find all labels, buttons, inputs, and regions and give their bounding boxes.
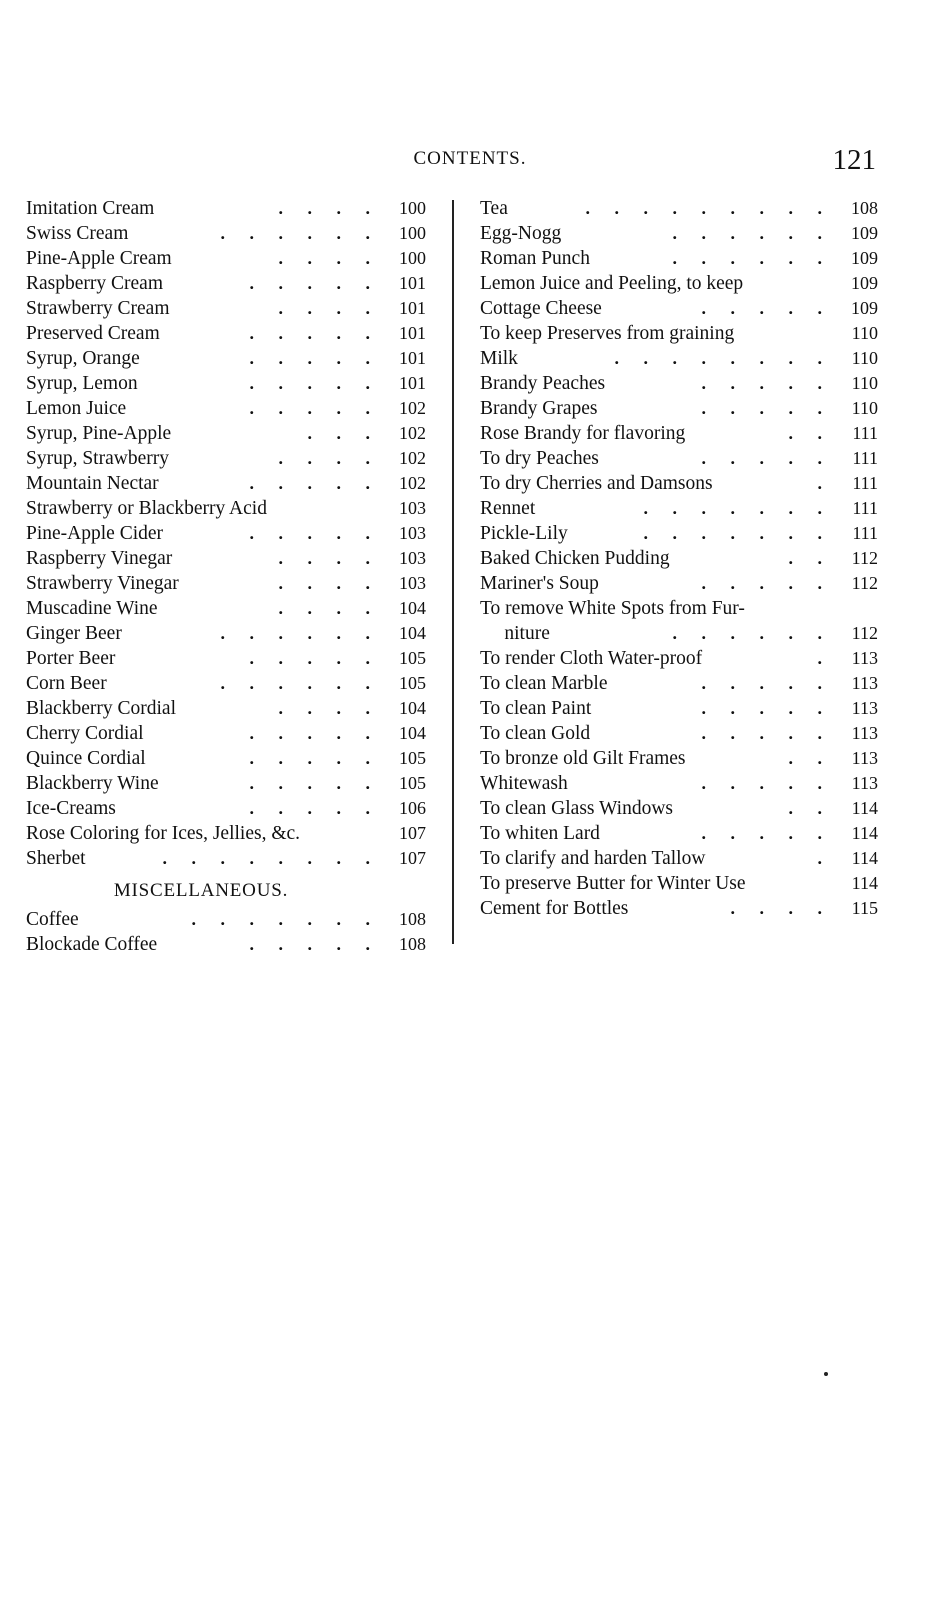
toc-entry [26,571,426,596]
toc-entry-page: 102 [399,473,426,493]
toc-entry [26,671,426,696]
toc-entry-page: 102 [399,448,426,468]
toc-entry-page: 102 [399,398,426,418]
toc-entry-title: Blackberry Cordial [26,698,176,719]
toc-entry [26,596,426,621]
toc-entry-page: 112 [851,623,878,643]
toc-entry-page: 113 [851,648,878,668]
toc-leader-dots: . . . . . [701,723,832,743]
toc-entry [26,346,426,371]
toc-entry-title: Pine-Apple Cider [26,523,164,544]
toc-entry [480,896,878,921]
toc-entry [480,321,878,346]
toc-entry-title: Tea [480,198,508,219]
toc-entry-page: 106 [399,798,426,818]
toc-entry-page: 100 [399,198,426,218]
toc-entry-title: To render Cloth Water-proof [480,648,703,669]
toc-entry-page: 105 [399,673,426,693]
toc-leader-dots: . . . . . [249,273,380,293]
toc-entry [480,371,878,396]
toc-leader-dots: . . . . . [249,748,380,768]
toc-leader-dots: . [817,648,832,668]
toc-entry-title: Ice-Creams [26,798,116,819]
toc-entry-page: 105 [399,773,426,793]
toc-entry [26,821,426,846]
toc-entry-title: Brandy Grapes [480,398,598,419]
toc-entry-page: 108 [851,198,878,218]
toc-entry-title: Mountain Nectar [26,473,159,494]
column-divider [452,200,454,944]
toc-entry [26,471,426,496]
toc-entry [480,821,878,846]
toc-leader-dots: . . . . . [701,398,832,418]
toc-entry [480,471,878,496]
toc-entry [26,396,426,421]
toc-entry [26,932,426,957]
toc-entry [26,546,426,571]
toc-entry [480,496,878,521]
toc-entry-title: Cement for Bottles [480,898,629,919]
toc-leader-dots: . . . . [730,898,832,918]
toc-leader-dots: . . . [307,423,380,443]
toc-entry [26,846,426,871]
toc-entry [26,296,426,321]
contents-left-column [26,196,426,957]
toc-leader-dots: . . . . . . [220,673,380,693]
toc-leader-dots: . . . . . . [672,623,832,643]
toc-entry [480,746,878,771]
toc-leader-dots: . . . . . [249,473,380,493]
toc-entry-title: Blackberry Wine [26,773,159,794]
toc-entry-title: Sherbet [26,848,86,869]
toc-leader-dots: . . . . . [701,698,832,718]
toc-leader-dots: . . [788,548,832,568]
toc-entry-page: 111 [852,473,878,493]
toc-entry-title: To whiten Lard [480,823,600,844]
toc-leader-dots: . . . . . [701,573,832,593]
toc-entry-title: Cottage Cheese [480,298,602,319]
toc-leader-dots: . . . . . [249,523,380,543]
toc-entry [26,246,426,271]
miscellaneous-entry-list [26,907,426,957]
toc-entry [26,221,426,246]
toc-leader-dots: . . [788,423,832,443]
toc-leader-dots: . . . . [278,548,380,568]
toc-leader-dots: . . . . . [249,798,380,818]
toc-entry-page: 111 [852,523,878,543]
toc-entry-page: 101 [399,348,426,368]
toc-entry [26,271,426,296]
toc-leader-dots: . . . . . [249,373,380,393]
toc-entry-title: Lemon Juice [26,398,127,419]
toc-leader-dots: . . . . [278,448,380,468]
toc-leader-dots: . . . . . . [220,223,380,243]
toc-entry-page: 105 [399,748,426,768]
toc-leader-dots: . . . . . . [220,623,380,643]
toc-leader-dots: . . . . . [701,373,832,393]
toc-entry [480,696,878,721]
toc-entry-page: 104 [399,623,426,643]
toc-entry-title: Muscadine Wine [26,598,158,619]
toc-leader-dots: . . . . . . [672,248,832,268]
toc-entry [480,796,878,821]
toc-entry [26,796,426,821]
toc-entry-title: To preserve Butter for Winter Use [480,873,746,894]
toc-entry-title: Pine-Apple Cream [26,248,172,269]
toc-entry-title: To dry Peaches [480,448,599,469]
toc-leader-dots: . [817,848,832,868]
toc-entry-title: Roman Punch [480,248,590,269]
toc-entry-page: 100 [399,248,426,268]
toc-leader-dots: . . . . . [701,823,832,843]
toc-entry-title: To remove White Spots from Fur- [480,598,745,619]
toc-entry-title: Imitation Cream [26,198,155,219]
toc-entry-page: 109 [851,248,878,268]
toc-entry [480,621,878,646]
toc-leader-dots: . . . . . . . [191,909,380,929]
toc-entry-title: Syrup, Strawberry [26,448,169,469]
toc-entry-page: 113 [851,698,878,718]
toc-leader-dots: . [817,473,832,493]
toc-entry [26,646,426,671]
toc-entry [26,421,426,446]
toc-entry-title: Swiss Cream [26,223,129,244]
toc-entry-page: 110 [851,373,878,393]
toc-entry [480,846,878,871]
toc-leader-dots: . . . . . [701,448,832,468]
toc-entry-page: 114 [851,798,878,818]
toc-entry [480,771,878,796]
toc-entry-title: Syrup, Pine-Apple [26,423,172,444]
page-number: 121 [832,144,876,176]
toc-entry-page: 114 [851,848,878,868]
toc-entry-title: niture [480,623,550,644]
toc-entry-page: 101 [399,323,426,343]
toc-leader-dots: . . . . [278,198,380,218]
toc-entry-title: Strawberry Cream [26,298,170,319]
toc-entry [26,371,426,396]
toc-leader-dots: . . . . . [249,398,380,418]
toc-entry-title: Mariner's Soup [480,573,599,594]
toc-entry-page: 104 [399,723,426,743]
toc-entry-page: 109 [851,223,878,243]
toc-entry [480,396,878,421]
toc-entry-page: 101 [399,373,426,393]
toc-leader-dots: . . . . . [701,673,832,693]
toc-entry [26,907,426,932]
toc-leader-dots: . . . . . . . [643,523,832,543]
toc-entry [26,771,426,796]
toc-entry-page: 111 [852,448,878,468]
toc-entry-page: 114 [851,873,878,893]
toc-leader-dots: . . . . . [249,348,380,368]
toc-entry [480,446,878,471]
toc-entry-page: 108 [399,934,426,954]
toc-entry [26,621,426,646]
toc-leader-dots: . . . . [278,298,380,318]
page-header-title: CONTENTS. [413,148,527,169]
toc-entry-title: Egg-Nogg [480,223,562,244]
toc-entry-title: To keep Preserves from graining [480,323,735,344]
toc-entry-title: Preserved Cream [26,323,160,344]
toc-entry [480,671,878,696]
toc-entry-title: Ginger Beer [26,623,122,644]
toc-entry-page: 115 [851,898,878,918]
toc-entry-page: 113 [851,748,878,768]
toc-entry-page: 101 [399,298,426,318]
toc-entry-page: 104 [399,698,426,718]
toc-leader-dots: . . . . . [701,298,832,318]
toc-entry [480,296,878,321]
toc-entry-page: 113 [851,673,878,693]
toc-entry-page: 104 [399,598,426,618]
toc-leader-dots: . . . . . [701,773,832,793]
toc-entry-title: Raspberry Vinegar [26,548,173,569]
toc-entry-title: Strawberry or Blackberry Acid [26,498,267,519]
toc-entry [480,871,878,896]
toc-entry-title: Strawberry Vinegar [26,573,179,594]
toc-entry [26,696,426,721]
toc-entry-title: To dry Cherries and Damsons [480,473,713,494]
right-entry-list [480,196,878,921]
toc-leader-dots: . . . . [278,573,380,593]
toc-entry-page: 113 [851,773,878,793]
toc-entry-page: 110 [851,398,878,418]
toc-entry-page: 112 [851,573,878,593]
toc-entry [480,346,878,371]
toc-leader-dots: . . . . . [249,773,380,793]
toc-entry-title: Rose Coloring for Ices, Jellies, &c. [26,823,301,844]
toc-entry-title: Brandy Peaches [480,373,606,394]
toc-entry-page: 112 [851,548,878,568]
toc-entry-page: 109 [851,298,878,318]
toc-entry-title: To bronze old Gilt Frames [480,748,686,769]
toc-entry [480,246,878,271]
toc-entry-page: 110 [851,323,878,343]
toc-entry-page: 101 [399,273,426,293]
toc-entry [26,721,426,746]
toc-leader-dots: . . . . . . . [643,498,832,518]
toc-entry-page: 111 [852,498,878,518]
toc-entry-title: Milk [480,348,518,369]
toc-entry-page: 111 [852,423,878,443]
toc-entry-title: To clean Glass Windows [480,798,674,819]
toc-entry-title: Syrup, Lemon [26,373,138,394]
miscellaneous-heading: MISCELLANEOUS. [113,880,289,901]
toc-entry [26,196,426,221]
toc-entry [480,596,878,621]
toc-leader-dots: . . . . [278,698,380,718]
toc-entry-title: Quince Cordial [26,748,146,769]
toc-entry [480,421,878,446]
toc-leader-dots: . . . . . . [672,223,832,243]
toc-entry-title: Rennet [480,498,536,519]
toc-entry-title: Blockade Coffee [26,934,158,955]
toc-entry-page: 103 [399,498,426,518]
toc-entry-title: Porter Beer [26,648,116,669]
toc-entry-page: 103 [399,573,426,593]
toc-entry-page: 113 [851,723,878,743]
toc-entry [26,746,426,771]
toc-leader-dots: . . . . . [249,648,380,668]
toc-entry [480,546,878,571]
toc-leader-dots: . . . . [278,598,380,618]
toc-entry [480,271,878,296]
toc-entry-title: Raspberry Cream [26,273,163,294]
toc-entry [26,446,426,471]
toc-entry-title: To clean Paint [480,698,592,719]
toc-entry-page: 100 [399,223,426,243]
toc-leader-dots: . . . . . [249,934,380,954]
toc-entry-page: 109 [851,273,878,293]
toc-entry-title: To clean Gold [480,723,591,744]
toc-leader-dots: . . [788,798,832,818]
toc-entry-title: Rose Brandy for flavoring [480,423,686,444]
toc-entry [480,196,878,221]
left-entry-list [26,196,426,871]
toc-leader-dots: . . . . [278,248,380,268]
toc-entry [480,721,878,746]
toc-leader-dots: . . [788,748,832,768]
toc-entry-title: Syrup, Orange [26,348,140,369]
toc-entry-page: 110 [851,348,878,368]
toc-entry [26,496,426,521]
toc-entry-page: 105 [399,648,426,668]
toc-entry-page: 108 [399,909,426,929]
ink-speck [824,1372,828,1376]
toc-entry-title: Pickle-Lily [480,523,568,544]
contents-right-column [480,196,878,921]
toc-entry-page: 114 [851,823,878,843]
toc-entry-page: 107 [399,823,426,843]
toc-leader-dots: . . . . . . . . [614,348,832,368]
toc-entry [26,321,426,346]
toc-entry-title: Coffee [26,909,79,930]
toc-entry-page: 102 [399,423,426,443]
toc-entry [480,221,878,246]
toc-entry-title: Lemon Juice and Peeling, to keep [480,273,744,294]
toc-entry [26,521,426,546]
toc-entry [480,571,878,596]
toc-entry [480,646,878,671]
toc-leader-dots: . . . . . [249,723,380,743]
toc-leader-dots: . . . . . . . . [162,848,380,868]
toc-entry-title: Cherry Cordial [26,723,144,744]
toc-entry-page: 107 [399,848,426,868]
toc-entry-title: Baked Chicken Pudding [480,548,670,569]
toc-entry-page: 103 [399,523,426,543]
toc-entry-title: Corn Beer [26,673,107,694]
toc-leader-dots: . . . . . [249,323,380,343]
toc-entry-page: 103 [399,548,426,568]
toc-entry [480,521,878,546]
toc-entry-title: To clarify and harden Tallow [480,848,706,869]
toc-leader-dots: . . . . . . . . . [585,198,832,218]
toc-entry-title: Whitewash [480,773,568,794]
toc-entry-title: To clean Marble [480,673,608,694]
